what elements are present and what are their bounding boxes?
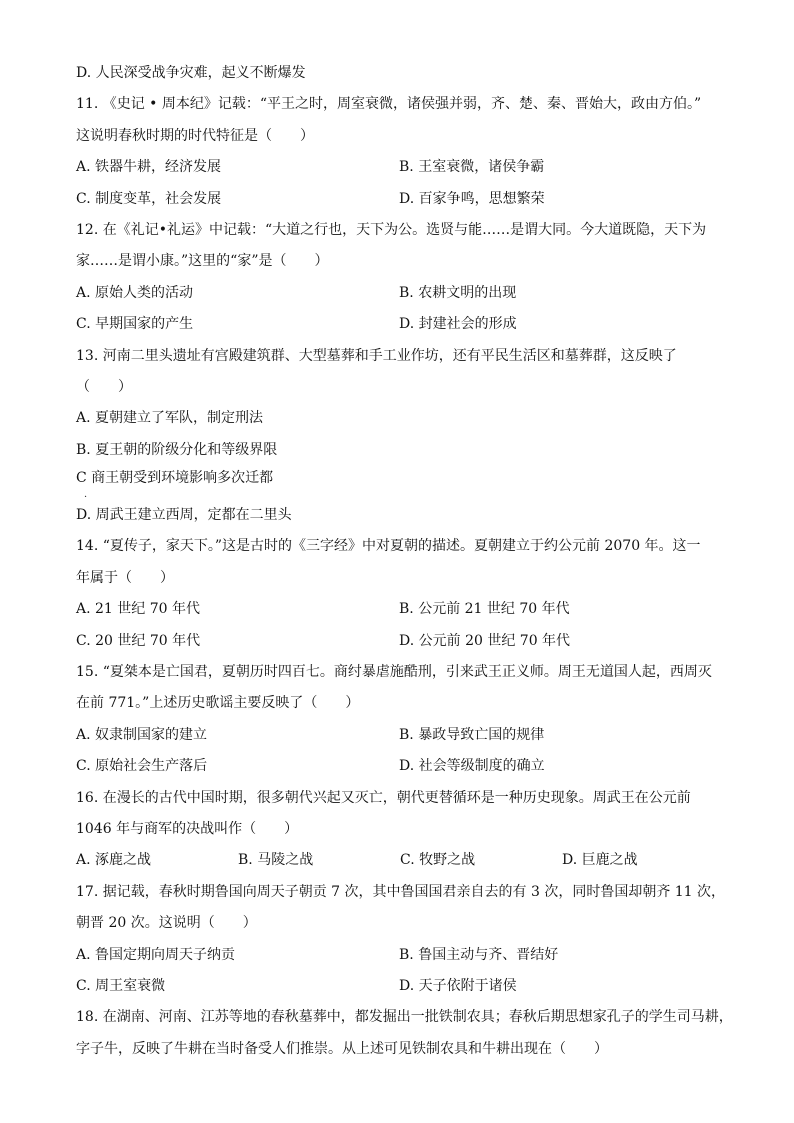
q12-option-d[interactable]: D. 封建社会的形成 [399, 316, 517, 333]
q14-option-b[interactable]: B. 公元前 21 世纪 70 年代 [399, 601, 570, 618]
q12-option-c[interactable]: C. 早期国家的产生 [76, 316, 194, 333]
q17-option-b[interactable]: B. 鲁国主动与齐、晋结好 [399, 946, 559, 963]
q15-option-d[interactable]: D. 社会等级制度的确立 [399, 758, 545, 775]
question-12-stem-cont: 家……是谓小康。”这里的“家”是（ ） [76, 253, 329, 270]
question-12-options-row-2 [76, 309, 726, 340]
q14-option-c[interactable]: C. 20 世纪 70 年代 [76, 632, 201, 649]
question-14-stem-cont: 年属于（ ） [76, 569, 174, 586]
q11-option-a[interactable]: A. 铁器牛耕，经济发展 [76, 159, 222, 176]
question-15-options-row-1 [76, 720, 726, 751]
question-17-options-row-2 [76, 971, 726, 1002]
question-16-stem: 16. 在漫长的古代中国时期，很多朝代兴起又灭亡，朝代更替循环是一种历史现象。周武王在公元前 [76, 789, 691, 806]
q17-option-c[interactable]: C. 周王室衰微 [76, 977, 166, 994]
question-17-stem: 17. 据记载，春秋时期鲁国向周天子朝贡 7 次，其中鲁国国君亲自去的有 3 次，同时鲁国却朝齐 11 次， [76, 883, 726, 900]
question-18-stem-cont: 字子牛，反映了牛耕在当时备受人们推崇。从上述可见铁制农具和牛耕出现在（ ） [76, 1040, 608, 1057]
question-16-stem-cont: 1046 年与商军的决战叫作（ ） [76, 820, 299, 837]
q13-option-b[interactable]: B. 夏王朝的阶级分化和等级界限 [76, 441, 278, 458]
q11-option-d[interactable]: D. 百家争鸣，思想繁荣 [399, 190, 545, 207]
question-18-stem: 18. 在湖南、河南、江苏等地的春秋墓葬中，都发掘出一批铁制农具；春秋后期思想家孔子的学生司马耕， [76, 1009, 733, 1026]
q16-option-b[interactable]: B. 马陵之战 [238, 852, 314, 869]
question-15-options-row-2 [76, 751, 726, 782]
q11-option-c[interactable]: C. 制度变革，社会发展 [76, 190, 222, 207]
q13-option-a[interactable]: A. 夏朝建立了军队，制定刑法 [76, 410, 264, 427]
q13-option-d[interactable]: D. 周武王建立西周，定都在二里头 [76, 507, 292, 524]
question-12-stem: 12. 在《礼记•礼运》中记载：“大道之行也，天下为公。选贤与能……是谓大同。今大道既隐，天下为 [76, 221, 707, 238]
prev-question-option-d: D. 人民深受战争灾难，起义不断爆发 [76, 65, 306, 81]
question-14-stem: 14. “夏传子，家天下。”这是古时的《三字经》中对夏朝的描述。夏朝建立于约公元前 2070 年。这一 [76, 538, 701, 555]
question-11-stem: 11. 《史记 • 周本纪》记载：“平王之时，周室衰微，诸侯强并弱，齐、楚、秦、晋始大，政由方伯。” [76, 96, 702, 113]
q15-option-b[interactable]: B. 暴政导致亡国的规律 [399, 726, 545, 743]
q12-option-a[interactable]: A. 原始人类的活动 [76, 284, 194, 301]
question-11-options-row-2 [76, 184, 726, 215]
q14-option-d[interactable]: D. 公元前 20 世纪 70 年代 [399, 632, 571, 649]
q15-option-c[interactable]: C. 原始社会生产落后 [76, 758, 208, 775]
question-13-stem: 13. 河南二里头遗址有宫殿建筑群、大型墓葬和手工业作坊，还有平民生活区和墓葬群，这反映了 [76, 347, 677, 364]
question-16-options-row [76, 845, 726, 876]
question-14-options-row-1 [76, 594, 726, 625]
question-11-options-row-1 [76, 152, 726, 183]
q12-option-b[interactable]: B. 农耕文明的出现 [399, 284, 517, 301]
question-13-stem-cont: （ ） [76, 378, 132, 395]
question-15-stem-cont: 在前 771。”上述历史歌谣主要反映了（ ） [76, 695, 360, 712]
q13-option-c[interactable]: C 商王朝受到环境影响多次迁都 [76, 470, 274, 487]
question-15-stem: 15. “夏桀本是亡国君，夏朝历时四百七。商纣暴虐施酷刑，引来武王正义师。周王无道国人起，西周灭 [76, 664, 712, 681]
q11-option-b[interactable]: B. 王室衰微，诸侯争霸 [399, 159, 545, 176]
q15-option-a[interactable]: A. 奴隶制国家的建立 [76, 726, 208, 743]
question-12-options-row-1 [76, 278, 726, 309]
q16-option-d[interactable]: D. 巨鹿之战 [562, 852, 638, 869]
q14-option-a[interactable]: A. 21 世纪 70 年代 [76, 601, 200, 618]
question-14-options-row-2 [76, 626, 726, 657]
exam-page [76, 58, 733, 1065]
q17-option-a[interactable]: A. 鲁国定期向周天子纳贡 [76, 946, 236, 963]
q13-stray-dot: ． [84, 489, 94, 501]
q17-option-d[interactable]: D. 天子依附于诸侯 [399, 977, 517, 994]
question-17-stem-cont: 朝晋 20 次。这说明（ ） [76, 915, 257, 932]
q16-option-c[interactable]: C. 牧野之战 [400, 852, 476, 869]
question-17-options-row-1 [76, 940, 726, 971]
q16-option-a[interactable]: A. 涿鹿之战 [76, 852, 152, 869]
question-11-stem-cont: 这说明春秋时期的时代特征是（ ） [76, 127, 314, 144]
